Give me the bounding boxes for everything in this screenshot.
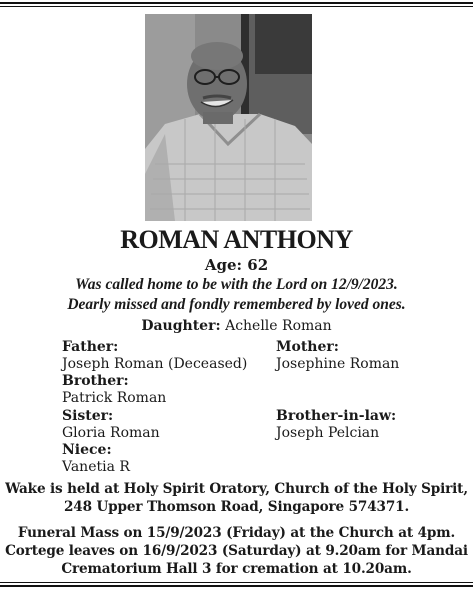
brother-in-law-value: Joseph Pelcian	[276, 425, 380, 441]
mother-label: Mother:	[276, 339, 339, 355]
mother-value: Josephine Roman	[276, 356, 400, 372]
funeral-line-3: Crematorium Hall 3 for cremation at 10.20am.	[61, 561, 412, 577]
tribute-line-2: Dearly missed and fondly remembered by loved ones.	[67, 296, 406, 313]
daughter-line	[0, 317, 473, 335]
funeral-line-1: Funeral Mass on 15/9/2023 (Friday) at the Church at 4pm.	[17, 525, 456, 541]
top-border	[0, 2, 473, 4]
father-label: Father:	[62, 339, 119, 355]
age: Age: 62	[204, 256, 269, 274]
top-border-inner	[0, 6, 473, 7]
brother-value: Patrick Roman	[62, 390, 167, 406]
portrait-photo	[145, 14, 312, 221]
brother-label: Brother:	[62, 373, 129, 389]
sister-value: Gloria Roman	[62, 425, 160, 441]
funeral-line-2: Cortege leaves on 16/9/2023 (Saturday) at 9.20am for Mandai	[5, 543, 468, 559]
deceased-name: ROMAN ANTHONY	[120, 225, 353, 254]
daughter-value: Achelle Roman	[225, 318, 332, 334]
niece-label: Niece:	[62, 442, 112, 458]
daughter-label: Daughter:	[141, 318, 221, 334]
bottom-border-inner	[0, 582, 473, 583]
father-value: Joseph Roman (Deceased)	[62, 356, 248, 372]
tribute-line-1: Was called home to be with the Lord on 12/9/2023.	[75, 276, 398, 293]
brother-in-law-label: Brother-in-law:	[276, 408, 397, 424]
niece-value: Vanetia R	[62, 459, 130, 475]
sister-label: Sister:	[62, 408, 114, 424]
wake-line-2: 248 Upper Thomson Road, Singapore 574371.	[63, 499, 410, 515]
wake-line-1: Wake is held at Holy Spirit Oratory, Church of the Holy Spirit,	[5, 481, 468, 497]
bottom-border	[0, 585, 473, 587]
